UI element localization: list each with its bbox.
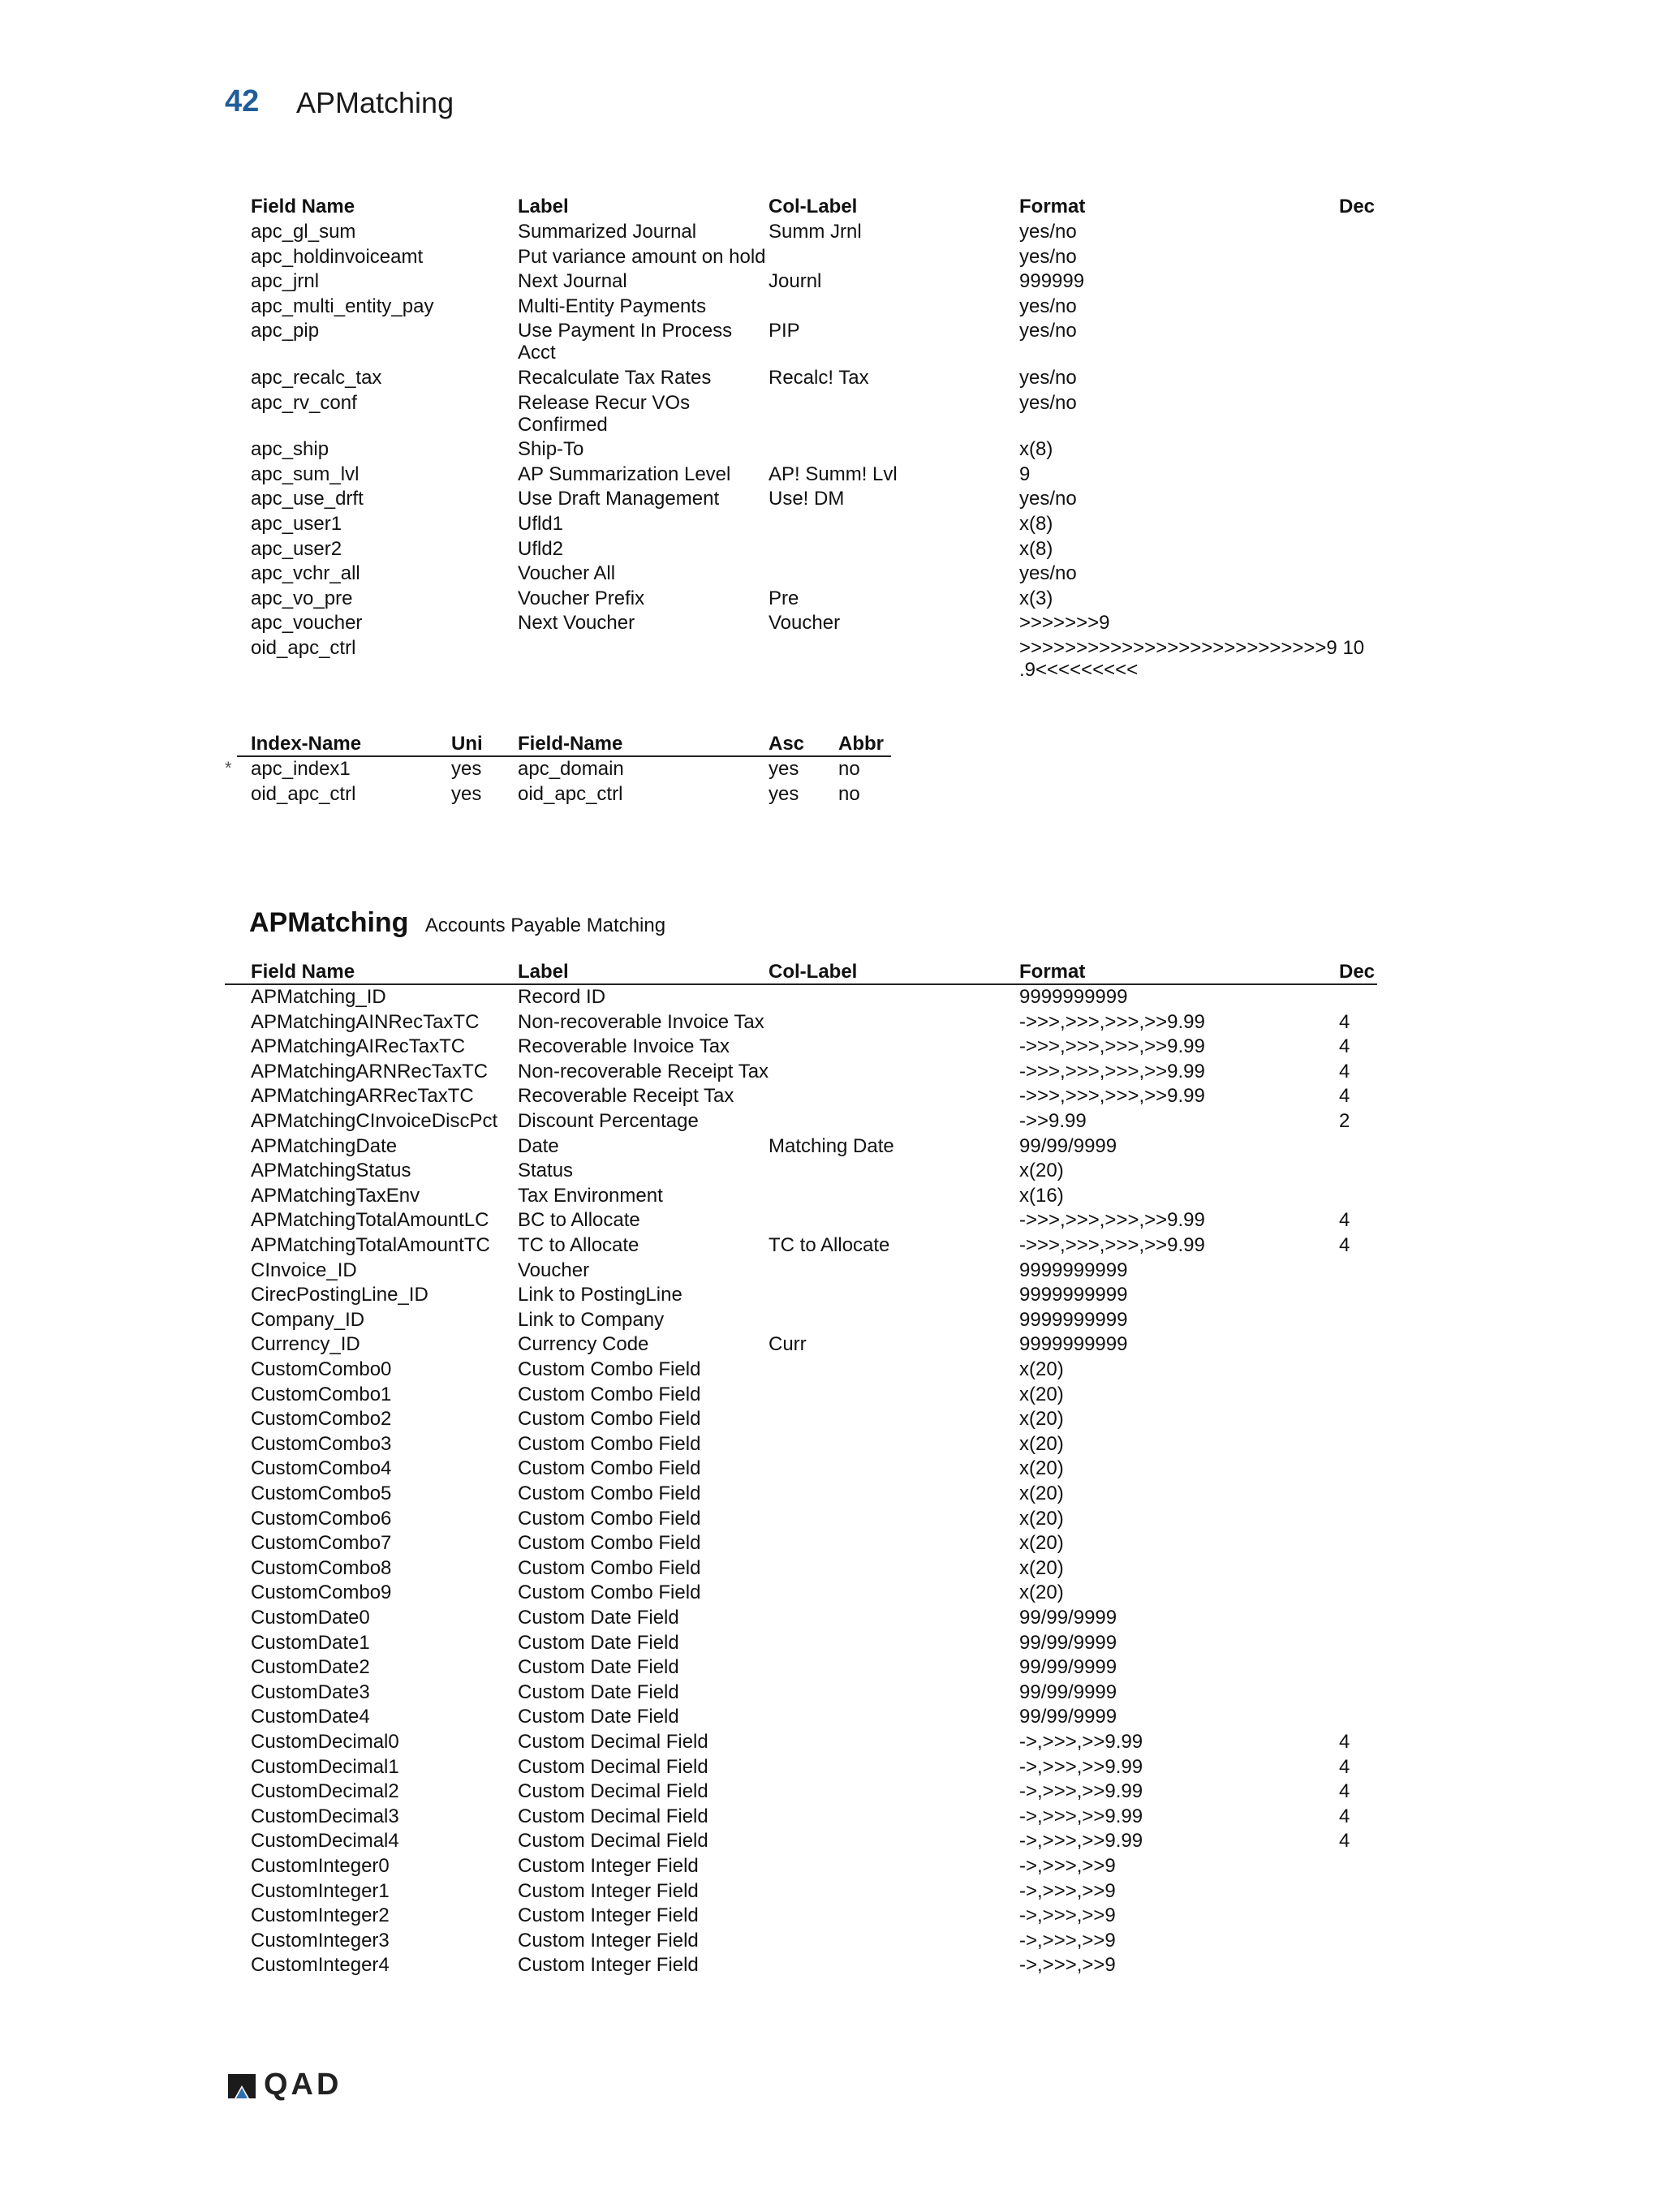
label-cell: Custom Combo Field bbox=[518, 1582, 701, 1604]
label-cell: Multi-Entity Payments bbox=[518, 295, 707, 317]
section-description: Accounts Payable Matching bbox=[424, 914, 666, 936]
format-cell: ->>>,>>>,>>>,>>9.99 bbox=[1019, 1010, 1205, 1033]
field-name-cell: APMatchingAINRecTaxTC bbox=[251, 1010, 480, 1033]
logo-text: QAD bbox=[264, 2068, 342, 2102]
format-cell: x(3) bbox=[1019, 587, 1053, 609]
column-header: Label bbox=[518, 961, 569, 983]
format-cell: 99/99/9999 bbox=[1019, 1607, 1117, 1629]
label-cell: Custom Combo Field bbox=[518, 1556, 701, 1579]
dec-cell: 4 bbox=[1339, 1035, 1350, 1058]
column-header: Field Name bbox=[251, 196, 355, 217]
label-cell: Custom Combo Field bbox=[518, 1383, 701, 1405]
field-name-cell: apc_rv_conf bbox=[251, 391, 357, 414]
label-cell: Discount Percentage bbox=[518, 1110, 699, 1132]
field-name-cell: oid_apc_ctrl bbox=[518, 782, 623, 805]
dec-cell: 4 bbox=[1339, 1755, 1350, 1778]
label-cell: Summarized Journal bbox=[518, 221, 697, 243]
format-cell: >>>>>>>9 bbox=[1019, 612, 1110, 635]
field-name-cell: CustomInteger2 bbox=[251, 1904, 390, 1927]
field-name-cell: CustomInteger4 bbox=[251, 1954, 390, 1977]
abbreviated-cell: no bbox=[838, 758, 860, 780]
field-name-cell: apc_vchr_all bbox=[251, 562, 360, 585]
label-cell: Custom Combo Field bbox=[518, 1432, 701, 1455]
field-name-cell: CustomDecimal3 bbox=[251, 1805, 399, 1827]
field-name-cell: apc_jrnl bbox=[251, 270, 320, 293]
dec-cell: 4 bbox=[1339, 1731, 1350, 1753]
format-cell: 999999 bbox=[1019, 270, 1085, 293]
abbreviated-cell: no bbox=[838, 782, 860, 805]
format-cell: 9999999999 bbox=[1019, 1284, 1128, 1306]
format-cell: ->>>,>>>,>>>,>>9.99 bbox=[1019, 1035, 1205, 1058]
format-cell: 9 bbox=[1019, 463, 1031, 485]
label-cell: Put variance amount on hold bbox=[518, 245, 766, 268]
label-cell: Link to PostingLine bbox=[518, 1284, 682, 1306]
label-cell: Custom Combo Field bbox=[518, 1532, 701, 1555]
format-cell: x(20) bbox=[1019, 1457, 1064, 1480]
format-cell: ->,>>>,>>9 bbox=[1019, 1954, 1116, 1977]
label-cell: Custom Combo Field bbox=[518, 1408, 701, 1431]
field-name-cell: CustomCombo7 bbox=[251, 1532, 392, 1555]
field-name-cell: CustomCombo2 bbox=[251, 1408, 392, 1431]
format-cell: yes/no bbox=[1019, 320, 1077, 342]
label-cell: Custom Decimal Field bbox=[518, 1755, 708, 1778]
page-number: 42 bbox=[225, 84, 260, 118]
field-name-cell: CustomDate1 bbox=[251, 1631, 370, 1654]
column-header: Dec bbox=[1339, 196, 1376, 217]
label-cell: Custom Decimal Field bbox=[518, 1780, 708, 1803]
field-name-cell: CustomDate0 bbox=[251, 1607, 370, 1629]
field-name-cell: apc_sum_lvl bbox=[251, 463, 360, 485]
format-cell: ->>>,>>>,>>>,>>9.99 bbox=[1019, 1209, 1205, 1232]
format-cell: .9<<<<<<<<< bbox=[1019, 659, 1139, 681]
label-cell: Next Journal bbox=[518, 270, 627, 293]
dec-cell: 4 bbox=[1339, 1830, 1350, 1853]
dec-cell: 2 bbox=[1339, 1110, 1350, 1132]
format-cell: yes/no bbox=[1019, 488, 1077, 510]
dec-cell: 4 bbox=[1339, 1234, 1350, 1256]
col-label-cell: Voucher bbox=[769, 612, 841, 635]
section-title: APMatching bbox=[249, 907, 409, 938]
column-header: Field-Name bbox=[518, 733, 623, 755]
format-cell: 99/99/9999 bbox=[1019, 1706, 1117, 1728]
column-header: Field Name bbox=[251, 961, 355, 983]
page-title: APMatching bbox=[296, 86, 454, 119]
label-cell: Non-recoverable Receipt Tax bbox=[518, 1060, 769, 1082]
field-name-cell: CustomInteger0 bbox=[251, 1855, 390, 1877]
field-name-cell: CustomCombo6 bbox=[251, 1507, 392, 1530]
field-name-cell: APMatchingARRecTaxTC bbox=[251, 1085, 474, 1108]
label-cell: Acct bbox=[518, 342, 556, 364]
format-cell: x(20) bbox=[1019, 1556, 1064, 1579]
dec-cell: 4 bbox=[1339, 1060, 1350, 1082]
col-label-cell: Pre bbox=[769, 587, 799, 609]
field-name-cell: CustomCombo4 bbox=[251, 1457, 392, 1480]
primary-index-marker: * bbox=[225, 758, 232, 778]
format-cell: yes/no bbox=[1019, 562, 1077, 585]
format-cell: ->,>>>,>>9 bbox=[1019, 1855, 1116, 1877]
col-label-cell: Summ Jrnl bbox=[769, 221, 862, 243]
col-label-cell: Recalc! Tax bbox=[769, 367, 869, 389]
format-cell: 99/99/9999 bbox=[1019, 1681, 1117, 1703]
label-cell: Custom Combo Field bbox=[518, 1358, 701, 1380]
index-name-cell: oid_apc_ctrl bbox=[251, 782, 356, 805]
column-header: Col-Label bbox=[769, 196, 858, 217]
unique-cell: yes bbox=[451, 758, 482, 780]
format-cell: x(20) bbox=[1019, 1432, 1064, 1455]
label-cell: Voucher bbox=[518, 1259, 590, 1281]
label-cell: BC to Allocate bbox=[518, 1209, 640, 1232]
field-name-cell: CustomDecimal2 bbox=[251, 1780, 399, 1803]
column-header: Abbr bbox=[838, 733, 884, 755]
format-cell: x(8) bbox=[1019, 513, 1053, 535]
format-cell: ->,>>>,>>9.99 bbox=[1019, 1731, 1143, 1753]
label-cell: Voucher All bbox=[518, 562, 616, 585]
field-name-cell: apc_user2 bbox=[251, 537, 342, 560]
field-name-cell: CustomDecimal4 bbox=[251, 1830, 399, 1853]
format-cell: yes/no bbox=[1019, 391, 1077, 414]
field-name-cell: apc_user1 bbox=[251, 513, 342, 535]
format-cell: ->>9.99 bbox=[1019, 1110, 1087, 1132]
field-name-cell: apc_domain bbox=[518, 758, 624, 780]
dec-cell: 4 bbox=[1339, 1010, 1350, 1033]
ascending-cell: yes bbox=[769, 758, 799, 780]
format-cell: ->>>,>>>,>>>,>>9.99 bbox=[1019, 1234, 1205, 1256]
field-name-cell: APMatchingTotalAmountTC bbox=[251, 1234, 490, 1256]
label-cell: Custom Date Field bbox=[518, 1706, 679, 1728]
field-name-cell: APMatchingAIRecTaxTC bbox=[251, 1035, 466, 1058]
format-cell: yes/no bbox=[1019, 367, 1077, 389]
format-cell: x(8) bbox=[1019, 438, 1053, 461]
format-cell: 99/99/9999 bbox=[1019, 1631, 1117, 1654]
column-header: Label bbox=[518, 196, 569, 217]
label-cell: Custom Date Field bbox=[518, 1656, 679, 1679]
field-name-cell: apc_gl_sum bbox=[251, 221, 356, 243]
field-name-cell: APMatchingStatus bbox=[251, 1160, 411, 1182]
format-cell: x(20) bbox=[1019, 1582, 1064, 1604]
label-cell: Custom Date Field bbox=[518, 1631, 679, 1654]
format-cell: x(20) bbox=[1019, 1408, 1064, 1431]
label-cell: Custom Date Field bbox=[518, 1681, 679, 1703]
label-cell: Custom Decimal Field bbox=[518, 1805, 708, 1827]
field-name-cell: CInvoice_ID bbox=[251, 1259, 357, 1281]
header-rule bbox=[225, 983, 1377, 985]
column-header: Format bbox=[1019, 196, 1086, 217]
dec-cell: 4 bbox=[1339, 1085, 1350, 1108]
field-name-cell: CustomCombo5 bbox=[251, 1483, 392, 1504]
column-header: Asc bbox=[769, 733, 805, 755]
column-header: Format bbox=[1019, 961, 1086, 983]
label-cell: Custom Integer Field bbox=[518, 1904, 699, 1927]
format-cell: x(16) bbox=[1019, 1184, 1064, 1207]
field-name-cell: apc_vo_pre bbox=[251, 587, 353, 609]
field-name-cell: apc_holdinvoiceamt bbox=[251, 245, 424, 268]
field-name-cell: CirecPostingLine_ID bbox=[251, 1284, 428, 1306]
field-name-cell: APMatchingDate bbox=[251, 1134, 398, 1157]
dec-cell: 4 bbox=[1339, 1805, 1350, 1827]
label-cell: Recoverable Receipt Tax bbox=[518, 1085, 734, 1108]
format-cell: ->,>>>,>>9 bbox=[1019, 1879, 1116, 1902]
label-cell: Link to Company bbox=[518, 1308, 665, 1331]
field-name-cell: APMatching_ID bbox=[251, 986, 386, 1008]
format-cell: 9999999999 bbox=[1019, 1259, 1128, 1281]
label-cell: Date bbox=[518, 1134, 559, 1157]
label-cell: Release Recur VOs bbox=[518, 391, 691, 414]
col-label-cell: Journl bbox=[769, 270, 822, 293]
label-cell: Use Draft Management bbox=[518, 488, 720, 510]
field-name-cell: apc_recalc_tax bbox=[251, 367, 382, 389]
label-cell: Custom Integer Field bbox=[518, 1954, 699, 1977]
format-cell: ->>>,>>>,>>>,>>9.99 bbox=[1019, 1085, 1205, 1108]
field-name-cell: CustomInteger3 bbox=[251, 1929, 390, 1952]
label-cell: AP Summarization Level bbox=[518, 463, 731, 485]
index-name-cell: apc_index1 bbox=[251, 758, 351, 780]
format-cell: x(20) bbox=[1019, 1507, 1064, 1530]
field-name-cell: CustomCombo3 bbox=[251, 1432, 392, 1455]
format-cell: yes/no bbox=[1019, 221, 1077, 243]
field-name-cell: CustomDate2 bbox=[251, 1656, 370, 1679]
label-cell: Ufld1 bbox=[518, 513, 564, 535]
format-cell: >>>>>>>>>>>>>>>>>>>>>>>>>>>9 10 bbox=[1019, 637, 1365, 659]
field-name-cell: apc_use_drft bbox=[251, 488, 364, 510]
format-cell: x(20) bbox=[1019, 1383, 1064, 1405]
dec-cell: 4 bbox=[1339, 1209, 1350, 1232]
label-cell: Voucher Prefix bbox=[518, 587, 645, 609]
label-cell: Non-recoverable Invoice Tax bbox=[518, 1010, 764, 1033]
format-cell: x(20) bbox=[1019, 1532, 1064, 1555]
field-name-cell: CustomCombo0 bbox=[251, 1358, 392, 1380]
field-name-cell: APMatchingTaxEnv bbox=[251, 1184, 420, 1207]
field-name-cell: apc_pip bbox=[251, 320, 320, 342]
label-cell: Next Voucher bbox=[518, 612, 635, 635]
format-cell: ->,>>>,>>9.99 bbox=[1019, 1805, 1143, 1827]
label-cell: Use Payment In Process bbox=[518, 320, 733, 342]
label-cell: Custom Integer Field bbox=[518, 1929, 699, 1952]
label-cell: Currency Code bbox=[518, 1333, 649, 1356]
format-cell: x(20) bbox=[1019, 1483, 1064, 1504]
column-header: Uni bbox=[451, 733, 483, 755]
format-cell: ->>>,>>>,>>>,>>9.99 bbox=[1019, 1060, 1205, 1082]
format-cell: ->,>>>,>>9.99 bbox=[1019, 1780, 1143, 1803]
label-cell: Custom Combo Field bbox=[518, 1457, 701, 1480]
format-cell: 99/99/9999 bbox=[1019, 1656, 1117, 1679]
format-cell: yes/no bbox=[1019, 295, 1077, 317]
field-name-cell: apc_multi_entity_pay bbox=[251, 295, 434, 317]
format-cell: 9999999999 bbox=[1019, 1333, 1128, 1356]
col-label-cell: Matching Date bbox=[769, 1134, 894, 1157]
column-header: Dec bbox=[1339, 961, 1376, 983]
format-cell: ->,>>>,>>9.99 bbox=[1019, 1830, 1143, 1853]
qad-logo-icon bbox=[225, 2071, 259, 2100]
field-name-cell: CustomDecimal1 bbox=[251, 1755, 399, 1778]
format-cell: 99/99/9999 bbox=[1019, 1134, 1117, 1157]
label-cell: Tax Environment bbox=[518, 1184, 663, 1207]
label-cell: Custom Integer Field bbox=[518, 1879, 699, 1902]
label-cell: Recoverable Invoice Tax bbox=[518, 1035, 730, 1058]
col-label-cell: TC to Allocate bbox=[769, 1234, 890, 1256]
col-label-cell: AP! Summ! Lvl bbox=[769, 463, 898, 485]
label-cell: Custom Combo Field bbox=[518, 1483, 701, 1504]
label-cell: Ship-To bbox=[518, 438, 584, 461]
column-header: Col-Label bbox=[769, 961, 858, 983]
field-name-cell: CustomCombo1 bbox=[251, 1383, 392, 1405]
field-name-cell: APMatchingCInvoiceDiscPct bbox=[251, 1110, 498, 1132]
format-cell: ->,>>>,>>9 bbox=[1019, 1929, 1116, 1952]
field-name-cell: APMatchingARNRecTaxTC bbox=[251, 1060, 489, 1082]
footer-logo bbox=[225, 2068, 342, 2102]
format-cell: x(8) bbox=[1019, 537, 1053, 560]
field-name-cell: Currency_ID bbox=[251, 1333, 360, 1356]
column-header: Index-Name bbox=[251, 733, 362, 755]
format-cell: ->,>>>,>>9.99 bbox=[1019, 1755, 1143, 1778]
field-name-cell: CustomCombo9 bbox=[251, 1582, 392, 1604]
label-cell: Custom Combo Field bbox=[518, 1507, 701, 1530]
format-cell: 9999999999 bbox=[1019, 1308, 1128, 1331]
label-cell: Custom Decimal Field bbox=[518, 1731, 708, 1753]
label-cell: Record ID bbox=[518, 986, 606, 1008]
field-name-cell: APMatchingTotalAmountLC bbox=[251, 1209, 489, 1232]
ascending-cell: yes bbox=[769, 782, 799, 805]
field-name-cell: CustomInteger1 bbox=[251, 1879, 390, 1902]
format-cell: ->,>>>,>>9 bbox=[1019, 1904, 1116, 1927]
label-cell: Recalculate Tax Rates bbox=[518, 367, 712, 389]
field-name-cell: CustomDate3 bbox=[251, 1681, 370, 1703]
col-label-cell: PIP bbox=[769, 320, 800, 342]
col-label-cell: Curr bbox=[769, 1333, 807, 1356]
field-name-cell: CustomCombo8 bbox=[251, 1556, 392, 1579]
format-cell: 9999999999 bbox=[1019, 986, 1128, 1008]
dec-cell: 4 bbox=[1339, 1780, 1350, 1803]
section-heading bbox=[249, 907, 665, 939]
label-cell: TC to Allocate bbox=[518, 1234, 639, 1256]
label-cell: Ufld2 bbox=[518, 537, 564, 560]
field-name-cell: CustomDate4 bbox=[251, 1706, 370, 1728]
field-name-cell: CustomDecimal0 bbox=[251, 1731, 399, 1753]
unique-cell: yes bbox=[451, 782, 482, 805]
label-cell: Custom Integer Field bbox=[518, 1855, 699, 1877]
format-cell: x(20) bbox=[1019, 1358, 1064, 1380]
field-name-cell: oid_apc_ctrl bbox=[251, 637, 356, 659]
format-cell: x(20) bbox=[1019, 1160, 1064, 1182]
field-name-cell: apc_ship bbox=[251, 438, 329, 461]
label-cell: Status bbox=[518, 1160, 574, 1182]
label-cell: Custom Decimal Field bbox=[518, 1830, 708, 1853]
field-name-cell: Company_ID bbox=[251, 1308, 365, 1331]
col-label-cell: Use! DM bbox=[769, 488, 845, 510]
label-cell: Confirmed bbox=[518, 413, 608, 436]
label-cell: Custom Date Field bbox=[518, 1607, 679, 1629]
format-cell: yes/no bbox=[1019, 245, 1077, 268]
field-name-cell: apc_voucher bbox=[251, 612, 363, 635]
